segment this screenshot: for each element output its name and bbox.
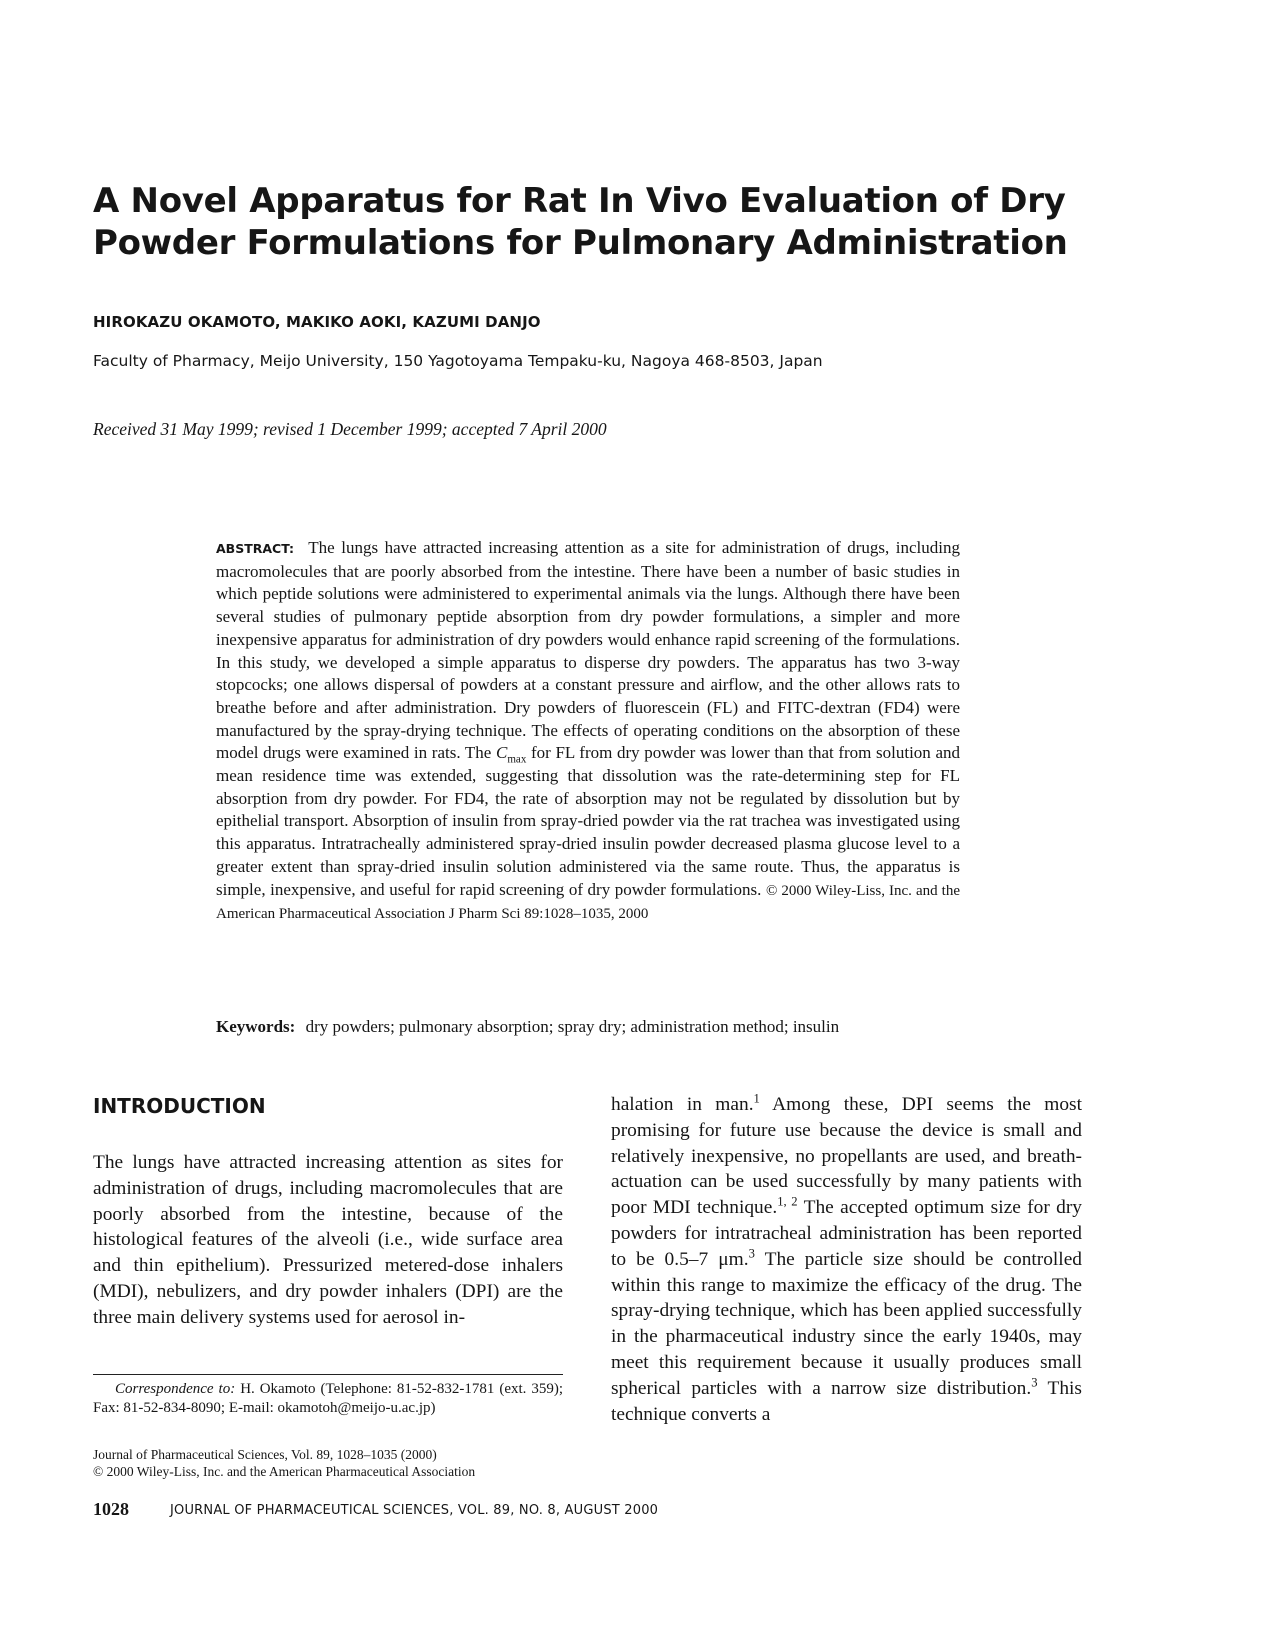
reference-marker[interactable]: 3 xyxy=(1031,1375,1038,1390)
intro-column-2 xyxy=(611,1092,1082,1427)
journal-info-line-2: © 2000 Wiley-Liss, Inc. and the American Pharmaceutical Association xyxy=(93,1464,476,1479)
intro-column-1: The lungs have attracted increasing attention as sites for administration of drugs, including macromolecules that are poorly absorbed from the intestine, because of the histological features of the alveoli (i.e., wide surface area and thin epithelium). Pressurized metered-dose inhalers (MDI), nebulizers, and dry powder inhalers (DPI) are the three main delivery systems used for aerosol in- xyxy=(93,1152,563,1328)
abstract-text-part1: The lungs have attracted increasing attention as a site for administration of drugs, including macromolecules that are poorly absorbed from the intestine. There have been a number of basic studies in which peptide solutions were administered to experimental animals via the lungs. Although there have been several studies of pulmonary peptide absorption from dry powder formulations, a simpler and more inexpensive apparatus for administration of dry powders would enhance rapid screening of the formulations. In this study, we developed a simple apparatus to disperse dry powders. The apparatus has two 3-way stopcocks; one allows dispersal of powders at a constant pressure and airflow, and the other allows rats to breathe before and after administration. Dry powders of fluorescein (FL) and FITC-dextran (FD4) were manufactured by the spray-drying technique. The effects of operating conditions on the absorption of these model drugs were examined in rats. The xyxy=(216,538,960,763)
journal-info xyxy=(93,1446,563,1480)
footnote-divider xyxy=(93,1374,563,1375)
col2-text-a: halation in man. xyxy=(611,1094,754,1115)
cmax-subscript: max xyxy=(507,753,527,766)
affiliation: Faculty of Pharmacy, Meijo University, 150 Yagotoyama Tempaku-ku, Nagoya 468-8503, Japan xyxy=(93,352,823,370)
page-number: 1028 xyxy=(93,1499,129,1519)
section-heading-introduction: INTRODUCTION xyxy=(93,1094,266,1118)
abstract xyxy=(216,537,960,926)
running-head: JOURNAL OF PHARMACEUTICAL SCIENCES, VOL. 89, NO. 8, AUGUST 2000 xyxy=(170,1503,659,1518)
abstract-citation: © 2000 Wiley-Liss, Inc. and the American Pharmaceutical Association J Pharm Sci 89:1028–1035, 2000 xyxy=(216,882,960,923)
received-dates: Received 31 May 1999; revised 1 December 1999; accepted 7 April 2000 xyxy=(93,419,607,439)
article-title xyxy=(93,180,1068,264)
reference-marker[interactable]: 3 xyxy=(748,1246,755,1261)
keywords-text: dry powders; pulmonary absorption; spray dry; administration method; insulin xyxy=(305,1017,840,1036)
keywords xyxy=(216,1016,960,1039)
correspondence-text: H. Okamoto (Telephone: 81-52-832-1781 (ext. 359); Fax: 81-52-834-8090; E-mail: okamotoh@meijo-u.ac.jp) xyxy=(93,1381,564,1416)
journal-info-line-1: Journal of Pharmaceutical Sciences, Vol. 89, 1028–1035 (2000) xyxy=(93,1447,437,1462)
correspondence-footnote xyxy=(93,1380,563,1418)
reference-marker[interactable]: 1 xyxy=(753,1091,760,1106)
reference-marker[interactable]: 1, 2 xyxy=(777,1194,798,1209)
col2-text-b: Among these, DPI seems the most promising for future use because the device is small and relatively inexpensive, no propellants are used, and breath-actuation can be used successfully by many patients with poor MDI technique. xyxy=(611,1094,1082,1219)
keywords-label: Keywords: xyxy=(216,1017,296,1036)
col2-text-c: The accepted optimum size for dry powders for intratracheal administration has been reported to be 0.5–7 μm. xyxy=(611,1197,1082,1270)
title-line-2: Powder Formulations for Pulmonary Administration xyxy=(93,223,1068,263)
correspondence-label: Correspondence to: xyxy=(115,1381,236,1397)
col2-text-e: This technique converts a xyxy=(611,1377,1082,1425)
author-list: HIROKAZU OKAMOTO, MAKIKO AOKI, KAZUMI DANJO xyxy=(93,313,541,331)
col2-text-d: The particle size should be controlled within this range to maximize the efficacy of the drug. The spray-drying technique, which has been applied successfully in the pharmaceutical industry since the early 1940s, may meet this requirement because it usually produces small spherical particles with a narrow size distribution. xyxy=(611,1248,1083,1399)
title-line-1: A Novel Apparatus for Rat In Vivo Evaluation of Dry xyxy=(93,181,1066,221)
abstract-label: ABSTRACT: xyxy=(216,541,295,556)
cmax-symbol: C xyxy=(495,743,508,763)
abstract-text-part2: for FL from dry powder was lower than that from solution and mean residence time was extended, suggesting that dissolution was the rate-determining step for FL absorption from dry powder. For FD4, the rate of absorption may not be regulated by dissolution but by epithelial transport. Absorption of insulin from spray-dried powder via the rat trachea was investigated using this apparatus. Intratracheally administered spray-dried insulin powder decreased plasma glucose level to a greater extent than spray-dried insulin solution administered via the same route. Thus, the apparatus is simple, inexpensive, and useful for rapid screening of dry powder formulations. xyxy=(216,743,960,899)
